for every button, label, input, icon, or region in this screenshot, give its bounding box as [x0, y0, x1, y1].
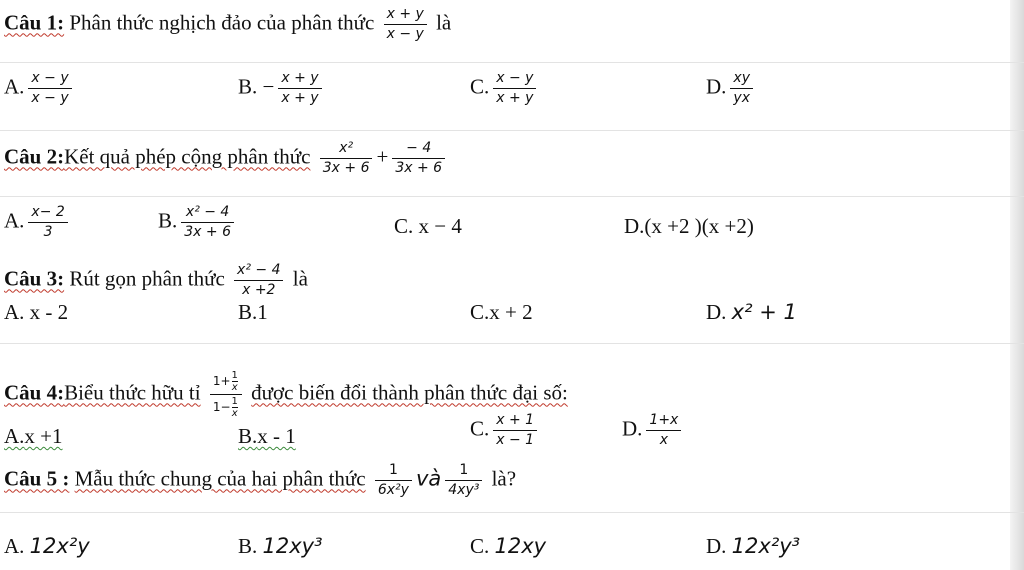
question-label: Câu 4:: [4, 380, 65, 405]
option-fraction: $\frac{x - y}{x - y}$: [28, 70, 71, 107]
joiner-text: và: [415, 466, 442, 491]
option-b[interactable]: B. $\frac{\text{x² − 4}}{3x + 6}$: [158, 204, 238, 241]
question-label: Câu 2:: [4, 144, 65, 169]
plus-sign: +: [376, 144, 389, 169]
stem-fraction: $\frac{x + y}{x - y}$: [384, 6, 427, 43]
question-2: [4, 140, 449, 177]
option-c[interactable]: C. $\frac{x + 1}{x - 1}$: [470, 412, 541, 449]
option-d[interactable]: D. 12x²y³: [706, 534, 801, 558]
option-fraction: $\frac{\text{x² − 4}}{3x + 6}$: [181, 204, 234, 241]
option-b[interactable]: B. − $\frac{x + y}{x + y}$: [238, 70, 326, 107]
option-c[interactable]: C.x + 2: [470, 300, 533, 324]
question-3: [4, 262, 308, 299]
question-stem-end: là: [436, 10, 452, 35]
option-fraction: $\frac{x - y}{x + y}$: [493, 70, 536, 107]
option-fraction: $\frac{x + y}{x + y}$: [278, 70, 321, 107]
option-c[interactable]: C. 12xy: [470, 534, 547, 558]
question-stem-end: là?: [491, 466, 517, 491]
option-b[interactable]: B. 12xy³: [238, 534, 323, 558]
option-a[interactable]: A. 12x²y: [4, 534, 90, 558]
option-a[interactable]: A. $\frac{x- 2}{3}$: [4, 204, 72, 241]
row-divider: [0, 512, 1024, 513]
question-stem: Phân thức nghịch đảo của phân thức: [69, 10, 375, 35]
option-d[interactable]: D. $\frac{xy}{yx}$: [706, 70, 757, 107]
option-c[interactable]: C. $\frac{x - y}{x + y}$: [470, 70, 540, 107]
question-5: [4, 462, 516, 499]
page-edge-shadow: [1010, 0, 1024, 570]
stem-fraction: $\frac{\text{x² − 4}}{x +2}$: [234, 262, 283, 299]
option-a[interactable]: A. $\frac{x - y}{x - y}$: [4, 70, 76, 107]
option-a[interactable]: A. x - 2: [4, 300, 69, 324]
row-divider: [0, 130, 1024, 131]
stem-fraction: $\frac{\text{x²}}{3x + 6}$: [320, 140, 373, 177]
question-stem-end: là: [292, 266, 308, 291]
question-label: Câu 5 :: [4, 466, 70, 491]
option-a[interactable]: A.x +1: [4, 424, 63, 448]
row-divider: [0, 62, 1024, 63]
question-label: Câu 1:: [4, 10, 65, 35]
option-d[interactable]: D. x² + 1: [706, 300, 797, 324]
question-label: Câu 3:: [4, 266, 65, 291]
question-stem: Rút gọn phân thức: [69, 266, 225, 291]
option-d[interactable]: D.(x +2 )(x +2): [624, 214, 754, 238]
option-fraction: $\frac{1+x}{x}$: [646, 412, 681, 449]
row-divider: [0, 196, 1024, 197]
option-fraction: $\frac{x + 1}{x - 1}$: [493, 412, 537, 449]
stem-fraction: $\frac{- 4}{3x + 6}$: [392, 140, 445, 177]
question-stem: Biểu thức hữu tỉ: [64, 380, 201, 405]
stem-fraction: $\frac{1}{\text{6x²y}}$: [375, 462, 412, 499]
row-divider: [0, 343, 1024, 344]
option-b[interactable]: B.1: [238, 300, 268, 324]
option-fraction: $\frac{xy}{yx}$: [730, 70, 753, 107]
stem-nested-fraction: 1+ $\frac{1}{x}$ 1− $\frac{1}{x}$: [210, 370, 242, 419]
stem-fraction: $\frac{1}{\text{4xy³}}$: [445, 462, 482, 499]
option-fraction: $\frac{x- 2}{3}$: [28, 204, 67, 241]
question-1: [4, 6, 451, 43]
option-c[interactable]: C. x − 4: [394, 214, 462, 238]
question-stem-end: được biến đổi thành phân thức đại số:: [251, 380, 568, 405]
option-d[interactable]: D. $\frac{1+x}{x}$: [622, 412, 685, 449]
option-b[interactable]: B.x - 1: [238, 424, 296, 448]
question-stem: Kết quả phép cộng phân thức: [64, 144, 311, 169]
question-stem: Mẫu thức chung của hai phân thức: [74, 466, 366, 491]
